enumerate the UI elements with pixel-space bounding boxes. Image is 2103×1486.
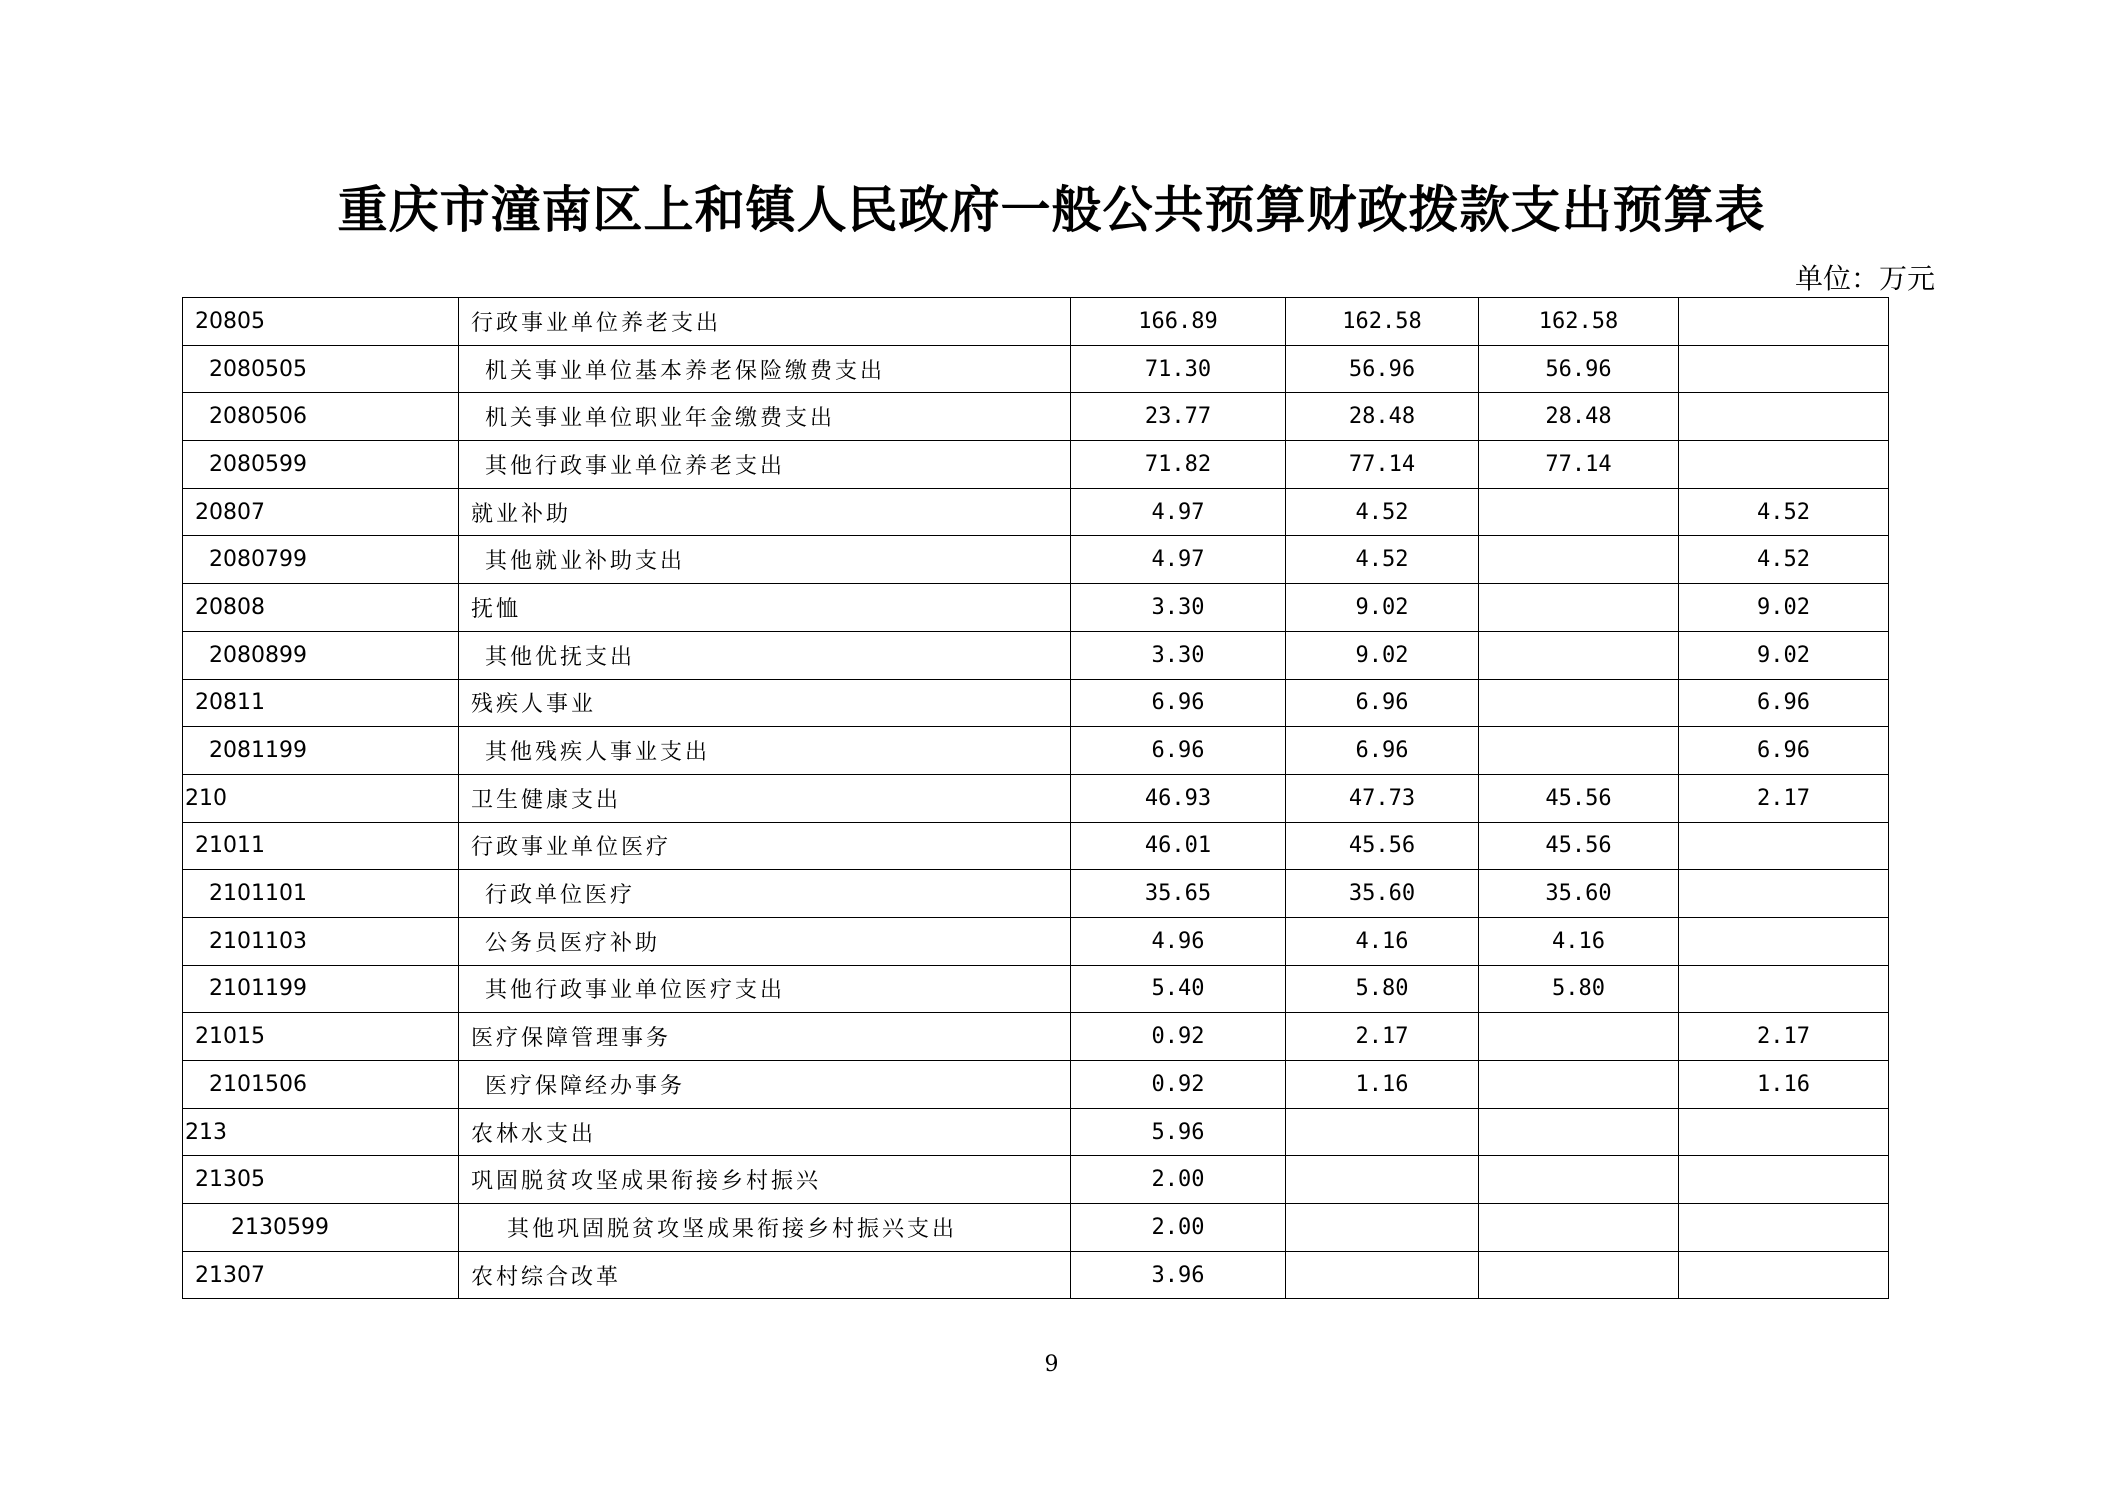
table-row [183,1013,1889,1061]
cell-amount-v4: 2.17 [1679,1013,1889,1061]
cell-code: 2130599 [183,1204,459,1252]
cell-amount-v1: 6.96 [1071,727,1286,775]
cell-amount-v3: 162.58 [1479,298,1679,346]
cell-name: 其他巩固脱贫攻坚成果衔接乡村振兴支出 [459,1204,1071,1252]
cell-amount-v2: 1.16 [1286,1061,1479,1109]
cell-amount-v3 [1479,679,1679,727]
cell-amount-v4 [1679,393,1889,441]
cell-amount-v1: 166.89 [1071,298,1286,346]
cell-amount-v2: 77.14 [1286,441,1479,489]
cell-amount-v3 [1479,488,1679,536]
cell-name: 卫生健康支出 [459,774,1071,822]
table-row [183,393,1889,441]
budget-table-body [183,298,1889,1299]
cell-code: 2080599 [183,441,459,489]
cell-amount-v3 [1479,1013,1679,1061]
cell-amount-v4 [1679,965,1889,1013]
cell-amount-v4: 4.52 [1679,536,1889,584]
cell-amount-v2: 4.52 [1286,488,1479,536]
cell-amount-v4: 9.02 [1679,631,1889,679]
cell-amount-v3: 45.56 [1479,822,1679,870]
cell-code: 21307 [183,1251,459,1299]
cell-amount-v2: 6.96 [1286,679,1479,727]
cell-name: 其他残疾人事业支出 [459,727,1071,775]
cell-amount-v1: 71.82 [1071,441,1286,489]
cell-amount-v3 [1479,584,1679,632]
cell-amount-v2 [1286,1251,1479,1299]
cell-amount-v4 [1679,917,1889,965]
table-row [183,727,1889,775]
cell-amount-v4 [1679,298,1889,346]
cell-code: 20811 [183,679,459,727]
cell-name: 残疾人事业 [459,679,1071,727]
cell-amount-v1: 46.01 [1071,822,1286,870]
cell-amount-v1: 0.92 [1071,1061,1286,1109]
budget-table [182,297,1889,1299]
cell-amount-v4 [1679,1251,1889,1299]
table-row [183,1061,1889,1109]
cell-code: 2101101 [183,870,459,918]
cell-amount-v2: 28.48 [1286,393,1479,441]
cell-amount-v2: 2.17 [1286,1013,1479,1061]
cell-amount-v4: 6.96 [1679,727,1889,775]
cell-amount-v4: 1.16 [1679,1061,1889,1109]
page-title: 重庆市潼南区上和镇人民政府一般公共预算财政拨款支出预算表 [337,180,1766,239]
cell-code: 2080506 [183,393,459,441]
cell-amount-v3 [1479,536,1679,584]
table-row [183,1108,1889,1156]
cell-amount-v4: 9.02 [1679,584,1889,632]
cell-amount-v3 [1479,1156,1679,1204]
cell-amount-v2: 9.02 [1286,631,1479,679]
cell-amount-v1: 2.00 [1071,1156,1286,1204]
table-row [183,1251,1889,1299]
cell-amount-v2: 4.52 [1286,536,1479,584]
table-row [183,298,1889,346]
cell-amount-v2: 9.02 [1286,584,1479,632]
cell-name: 医疗保障经办事务 [459,1061,1071,1109]
cell-code: 2101199 [183,965,459,1013]
cell-amount-v3 [1479,727,1679,775]
cell-code: 2080899 [183,631,459,679]
table-row [183,536,1889,584]
table-row [183,345,1889,393]
cell-amount-v4 [1679,441,1889,489]
cell-amount-v3 [1479,631,1679,679]
cell-name: 公务员医疗补助 [459,917,1071,965]
cell-name: 其他行政事业单位医疗支出 [459,965,1071,1013]
cell-amount-v3: 77.14 [1479,441,1679,489]
cell-amount-v2: 162.58 [1286,298,1479,346]
cell-name: 巩固脱贫攻坚成果衔接乡村振兴 [459,1156,1071,1204]
cell-code: 20808 [183,584,459,632]
cell-amount-v2: 6.96 [1286,727,1479,775]
cell-name: 机关事业单位职业年金缴费支出 [459,393,1071,441]
cell-amount-v1: 23.77 [1071,393,1286,441]
cell-amount-v4: 6.96 [1679,679,1889,727]
cell-amount-v3 [1479,1108,1679,1156]
table-row [183,1156,1889,1204]
cell-amount-v4 [1679,345,1889,393]
cell-code: 20805 [183,298,459,346]
cell-name: 行政单位医疗 [459,870,1071,918]
table-row [183,441,1889,489]
cell-amount-v3: 28.48 [1479,393,1679,441]
cell-code: 21011 [183,822,459,870]
cell-code: 213 [183,1108,459,1156]
cell-amount-v1: 0.92 [1071,1013,1286,1061]
cell-amount-v1: 6.96 [1071,679,1286,727]
cell-code: 20807 [183,488,459,536]
table-row [183,774,1889,822]
cell-amount-v3: 5.80 [1479,965,1679,1013]
cell-code: 2080799 [183,536,459,584]
cell-name: 行政事业单位养老支出 [459,298,1071,346]
unit-label: 单位：万元 [1795,262,1936,295]
cell-amount-v2: 4.16 [1286,917,1479,965]
cell-amount-v4 [1679,1156,1889,1204]
cell-amount-v4 [1679,822,1889,870]
cell-amount-v2 [1286,1156,1479,1204]
cell-name: 其他就业补助支出 [459,536,1071,584]
cell-amount-v1: 35.65 [1071,870,1286,918]
cell-amount-v2: 56.96 [1286,345,1479,393]
cell-code: 2081199 [183,727,459,775]
table-row [183,631,1889,679]
cell-amount-v3: 35.60 [1479,870,1679,918]
table-row [183,488,1889,536]
table-row [183,917,1889,965]
table-row [183,1204,1889,1252]
cell-name: 就业补助 [459,488,1071,536]
table-row [183,679,1889,727]
cell-name: 医疗保障管理事务 [459,1013,1071,1061]
cell-amount-v2 [1286,1108,1479,1156]
cell-name: 行政事业单位医疗 [459,822,1071,870]
cell-amount-v3: 56.96 [1479,345,1679,393]
table-row [183,584,1889,632]
cell-amount-v2: 47.73 [1286,774,1479,822]
cell-amount-v2: 45.56 [1286,822,1479,870]
cell-amount-v4 [1679,870,1889,918]
table-row [183,965,1889,1013]
cell-name: 农村综合改革 [459,1251,1071,1299]
cell-amount-v3 [1479,1061,1679,1109]
table-row [183,870,1889,918]
cell-amount-v3: 4.16 [1479,917,1679,965]
cell-amount-v3 [1479,1251,1679,1299]
cell-amount-v1: 5.96 [1071,1108,1286,1156]
cell-amount-v1: 5.40 [1071,965,1286,1013]
cell-amount-v4: 2.17 [1679,774,1889,822]
cell-amount-v2 [1286,1204,1479,1252]
cell-amount-v4: 4.52 [1679,488,1889,536]
cell-amount-v3: 45.56 [1479,774,1679,822]
cell-code: 21015 [183,1013,459,1061]
cell-name: 农林水支出 [459,1108,1071,1156]
cell-amount-v1: 71.30 [1071,345,1286,393]
cell-amount-v1: 4.97 [1071,536,1286,584]
cell-amount-v1: 3.96 [1071,1251,1286,1299]
cell-amount-v3 [1479,1204,1679,1252]
cell-amount-v4 [1679,1204,1889,1252]
cell-code: 2080505 [183,345,459,393]
cell-code: 2101103 [183,917,459,965]
cell-amount-v4 [1679,1108,1889,1156]
cell-name: 机关事业单位基本养老保险缴费支出 [459,345,1071,393]
cell-amount-v2: 35.60 [1286,870,1479,918]
cell-amount-v1: 46.93 [1071,774,1286,822]
cell-code: 210 [183,774,459,822]
cell-amount-v1: 3.30 [1071,584,1286,632]
cell-name: 抚恤 [459,584,1071,632]
cell-amount-v2: 5.80 [1286,965,1479,1013]
cell-code: 2101506 [183,1061,459,1109]
cell-amount-v1: 4.96 [1071,917,1286,965]
cell-amount-v1: 3.30 [1071,631,1286,679]
cell-amount-v1: 2.00 [1071,1204,1286,1252]
cell-code: 21305 [183,1156,459,1204]
cell-name: 其他优抚支出 [459,631,1071,679]
cell-amount-v1: 4.97 [1071,488,1286,536]
table-row [183,822,1889,870]
page-number: 9 [1044,1352,1059,1377]
cell-name: 其他行政事业单位养老支出 [459,441,1071,489]
